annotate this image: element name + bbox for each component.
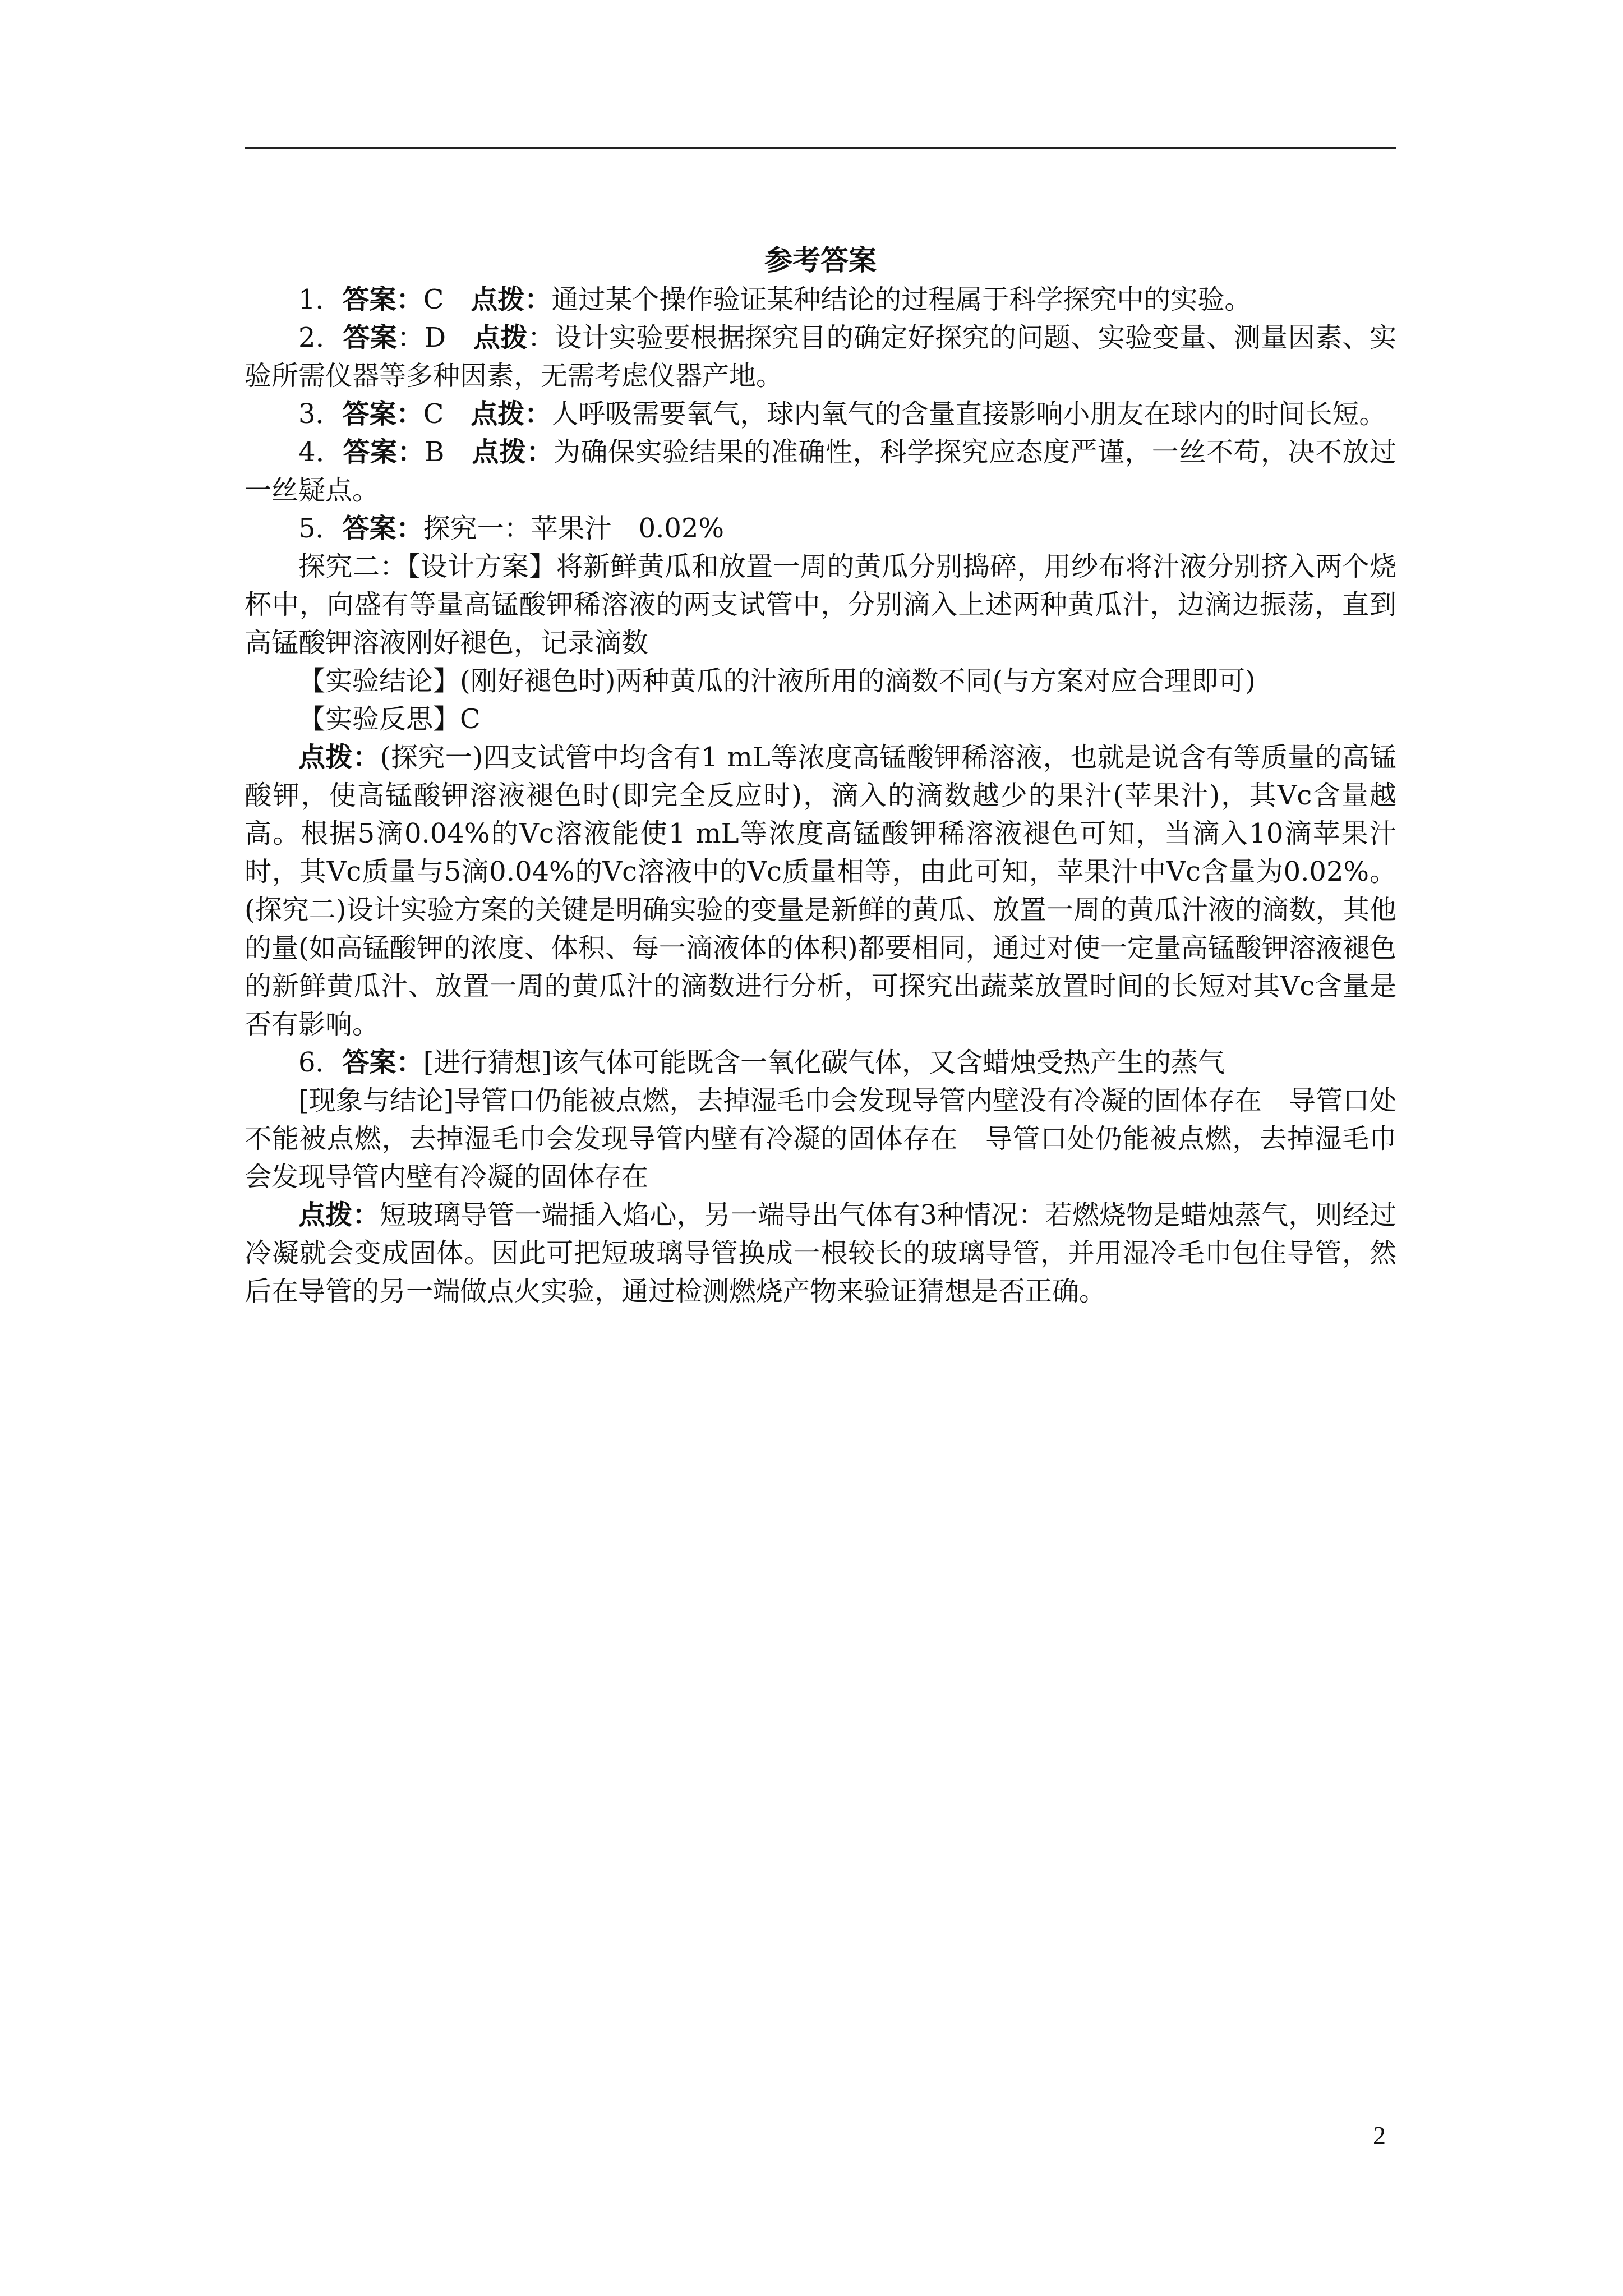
answer-6-number: 6． [298,1047,343,1078]
answer-5-hint-label: 点拨： [298,742,380,773]
answer-2-hint: ：设计实验要根据探究目的确定好探究的问题、实验变量、测量因素、实验所需仪器等多种因素，无需考虑仪器产地。 [245,322,1396,392]
answer-3-value: C [423,398,471,430]
answer-4-value: B [425,436,472,468]
page-title: 参考答案 [764,243,877,277]
answer-3-hint-label: 点拨： [471,398,552,430]
answer-2-value: ：D [397,322,474,353]
answer-5-hint: (探究一)四支试管中均含有1 mL等浓度高锰酸钾稀溶液，也就是说含有等质量的高锰酸钾，使高锰酸钾溶液褪色时(即完全反应时)，滴入的滴数越少的果汁(苹果汁)，其Vc含量越高。根据5滴0.04%的Vc溶液能使1 mL等浓度高锰酸钾稀溶液褪色可知，当滴入10滴苹果汁时，其Vc质量与5滴0.04%的Vc溶液中的Vc质量相等，由此可知，苹果汁中Vc含量为0.02%。(探究二)设计实验方案的关键是明确实验的变量是新鲜的黄瓜、放置一周的黄瓜汁液的滴数，其他的量(如高锰酸钾的浓度、体积、每一滴液体的体积)都要相同，通过对使一定量高锰酸钾溶液褪色的新鲜黄瓜汁、放置一周的黄瓜汁的滴数进行分析，可探究出蔬菜放置时间的长短对其Vc含量是否有影响。 [245,742,1396,1040]
answer-5-number: 5． [298,513,343,544]
answer-5-conclusion: 【实验结论】(刚好褪色时)两种黄瓜的汁液所用的滴数不同(与方案对应合理即可) [298,665,1256,697]
answer-5 [245,509,1396,547]
answer-6-hint-label: 点拨： [298,1199,380,1231]
answer-3-label: 答案： [342,398,423,430]
answer-1-hint: 通过某个操作验证某种结论的过程属于科学探究中的实验。 [551,284,1252,315]
answer-1-label: 答案： [342,284,423,315]
answer-1-hint-label: 点拨： [471,284,552,315]
answer-6-phenomenon: [现象与结论]导管口仍能被点燃，去掉湿毛巾会发现导管内壁没有冷凝的固体存在 导管口处不能被点燃，去掉湿毛巾会发现导管内壁有冷凝的固体存在 导管口处仍能被点燃，去掉湿毛巾会发现导管内壁有冷凝的固体存在 [245,1085,1396,1193]
answer-1-number: 1． [298,284,343,315]
answer-1 [245,280,1396,319]
answer-5-value: 探究一：苹果汁 0.02% [423,513,725,544]
answer-2-number: 2． [298,322,343,353]
answer-6-hint: 短玻璃导管一端插入焰心，另一端导出气体有3种情况：若燃烧物是蜡烛蒸气，则经过冷凝就会变成固体。因此可把短玻璃导管换成一根较长的玻璃导管，并用湿冷毛巾包住导管，然后在导管的另一端做点火实验，通过检测燃烧产物来验证猜想是否正确。 [245,1199,1396,1307]
answer-4-hint: 为确保实验结果的准确性，科学探究应态度严谨，一丝不苟，决不放过一丝疑点。 [245,436,1396,506]
answer-5-design: 探究二：【设计方案】将新鲜黄瓜和放置一周的黄瓜分别捣碎，用纱布将汁液分别挤入两个烧杯中，向盛有等量高锰酸钾稀溶液的两支试管中，分别滴入上述两种黄瓜汁，边滴边振荡，直到高锰酸钾溶液刚好褪色，记录滴数 [245,551,1396,659]
answer-3 [245,395,1396,433]
answer-3-hint: 人呼吸需要氧气，球内氧气的含量直接影响小朋友在球内的时间长短。 [551,398,1386,430]
answer-5-reflection: 【实验反思】C [298,703,481,735]
answer-6-hint-paragraph [245,1196,1396,1310]
page-number: 2 [1373,2121,1386,2150]
answer-2-hint-label: 点拨 [473,322,528,353]
answer-6-value: [进行猜想]该气体可能既含一氧化碳气体，又含蜡烛受热产生的蒸气 [423,1047,1225,1078]
answer-4 [245,433,1396,509]
answer-4-number: 4． [298,436,343,468]
answer-2-label: 答案 [343,322,398,353]
answer-4-label: 答案： [343,436,425,468]
answer-4-hint-label: 点拨： [472,436,554,468]
header-rule [245,147,1396,149]
answer-5-label: 答案： [342,513,423,544]
answer-6-label: 答案： [342,1047,423,1078]
answer-5-hint-paragraph [245,738,1396,1043]
answer-2 [245,319,1396,395]
answer-1-value: C [423,284,471,315]
answer-content [245,241,1396,1310]
answer-3-number: 3． [298,398,343,430]
answer-6 [245,1043,1396,1082]
